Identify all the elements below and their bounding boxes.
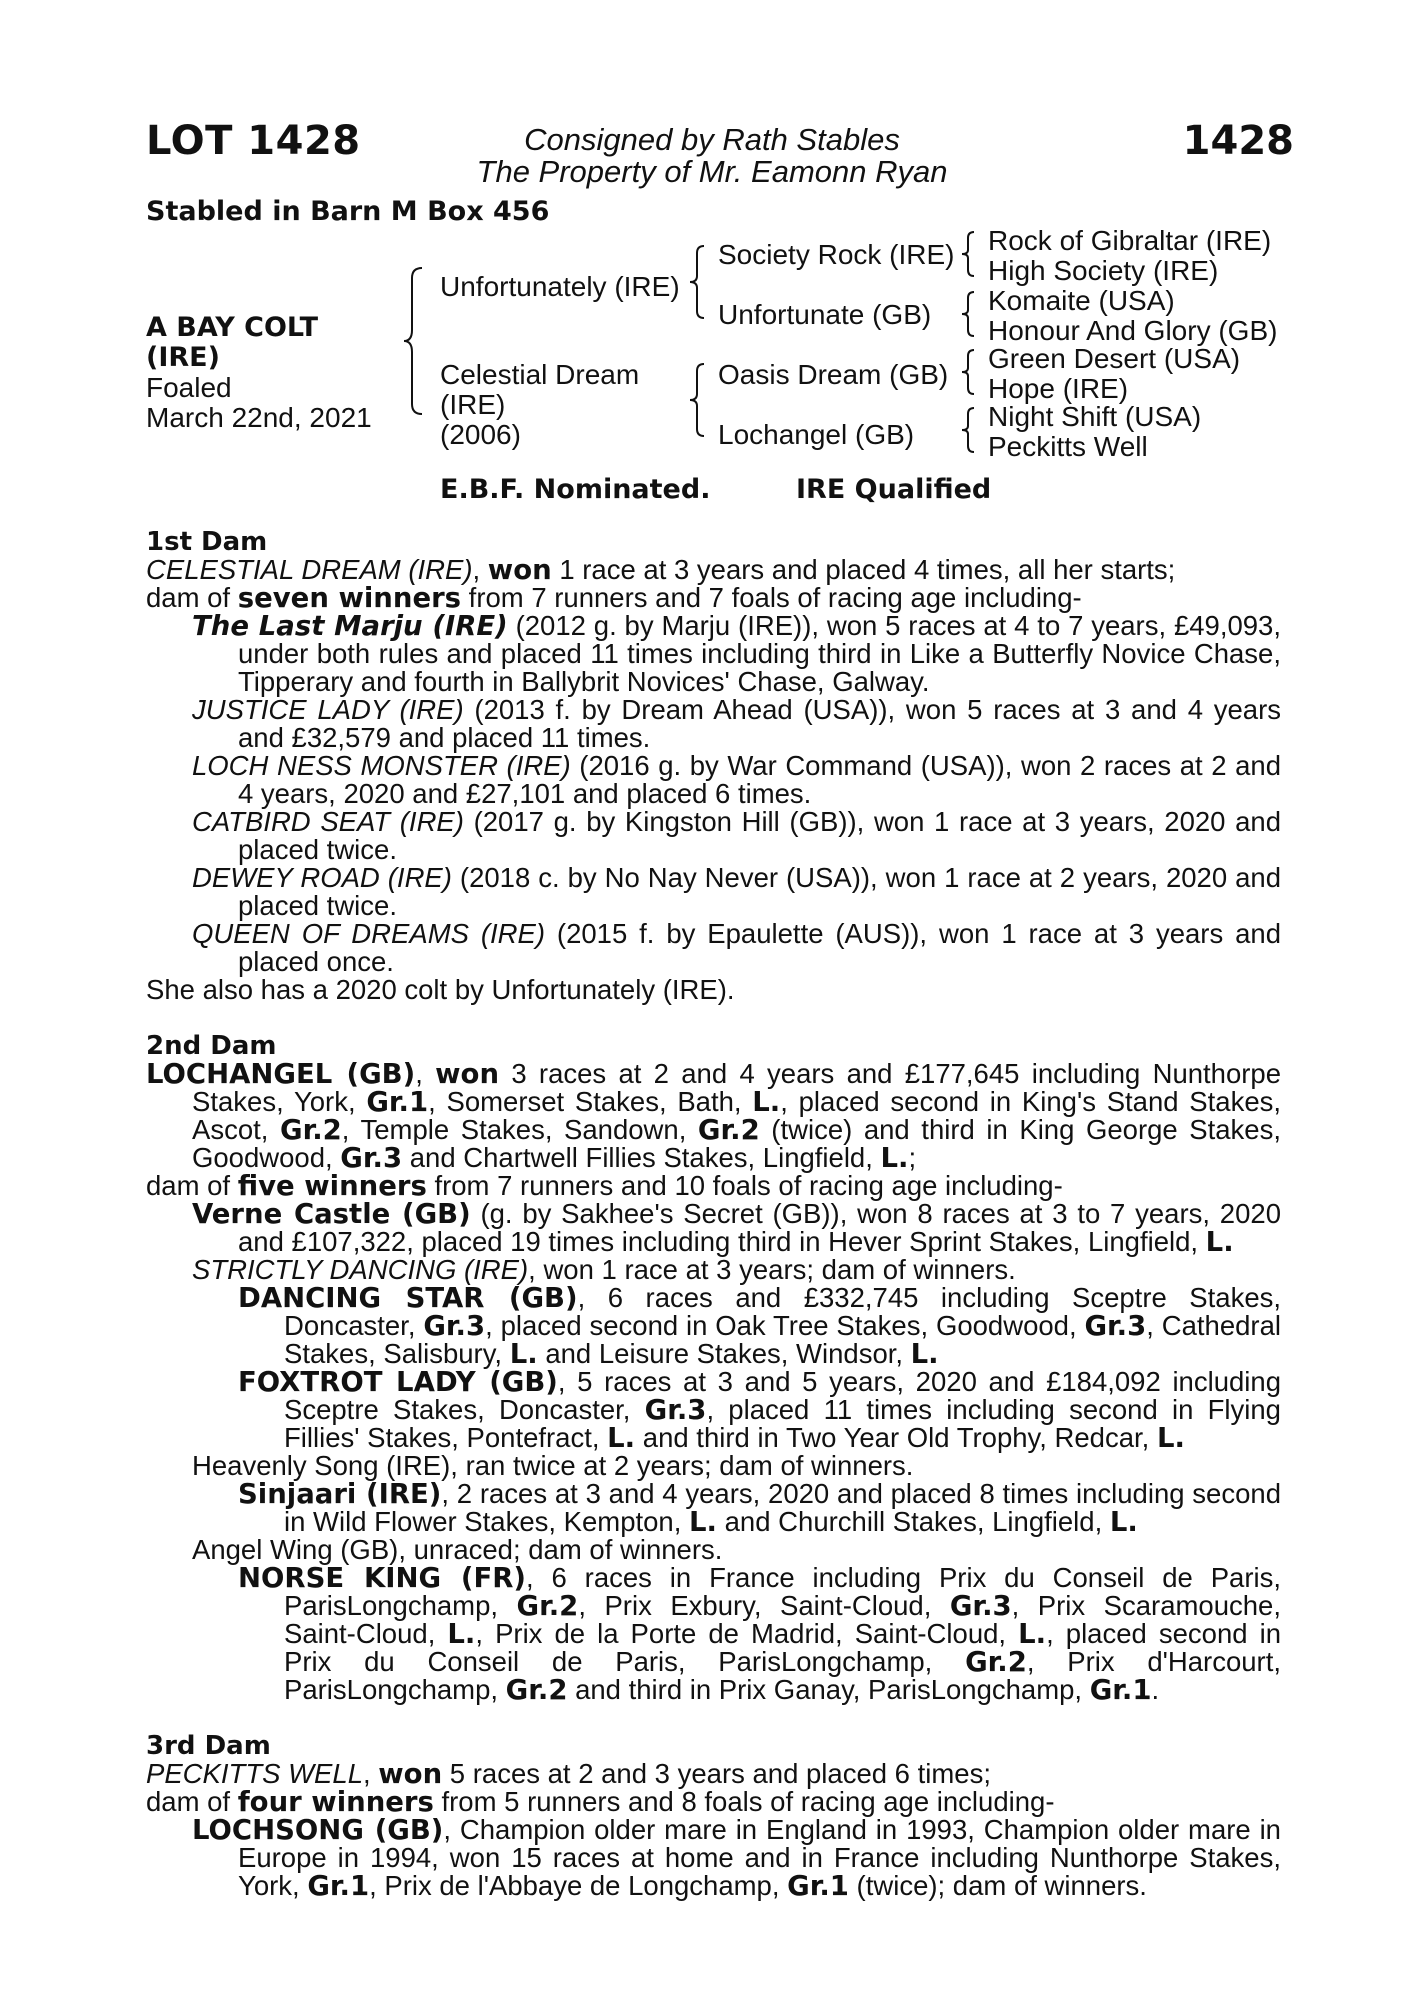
second-dam-winners-count: five winners: [237, 1170, 427, 1202]
first-dam-won: won: [487, 554, 552, 586]
pedigree-gg4: Honour And Glory (GB): [988, 315, 1278, 346]
text: .: [1151, 1674, 1160, 1705]
progeny-text: (2012 g. by Marju (IRE)), won 5 races at 4 to 7 years, £49,093, under both rules and placed 11 times including third in Like a Butterfly Novice Chase, Tipperary and fourth in Ballybrit Novices' Chase, Galway.: [238, 610, 1281, 697]
progeny-name: JUSTICE LADY (IRE): [192, 694, 464, 725]
third-dam-record: [146, 1760, 1281, 1788]
lot-number: 1428: [1182, 118, 1294, 164]
pedigree-sire-dam: Unfortunate (GB): [718, 299, 932, 330]
text: , 6 races in France including Prix du Conseil de Paris, ParisLongchamp,: [284, 1562, 1281, 1621]
pedigree-brace-dam: [688, 362, 708, 438]
progeny-name: Verne Castle (GB): [192, 1198, 471, 1230]
text: 5 races at 2 and 3 years and placed 6 times;: [442, 1758, 991, 1789]
listed-label: L.: [607, 1422, 636, 1454]
grade-label: Gr.3: [949, 1590, 1012, 1622]
text: , 2 races at 3 and 4 years, 2020 and placed 8 times including second in Wild Flower Stakes, Kempton,: [284, 1478, 1281, 1537]
progeny-entry: [146, 864, 1281, 920]
second-dam-name: LOCHANGEL (GB): [146, 1058, 416, 1090]
progeny-text: (2017 g. by Kingston Hill (GB)), won 1 race at 3 years, 2020 and placed twice.: [238, 806, 1281, 865]
text: , won 1 race at 3 years; dam of winners.: [528, 1254, 1016, 1285]
text: , 6 races and £332,745 including Sceptre Stakes, Doncaster,: [284, 1282, 1281, 1341]
text: and Chartwell Fillies Stakes, Lingfield,: [402, 1142, 881, 1173]
progeny-name: QUEEN OF DREAMS (IRE): [192, 918, 546, 949]
foaled-label: Foaled: [146, 372, 232, 403]
first-dam-damof-post: from 7 runners and 7 foals of racing age including-: [461, 582, 1082, 613]
consignor-line: Consigned by Rath Stables: [524, 122, 900, 157]
progeny-text: (2018 c. by No Nay Never (USA)), won 1 race at 2 years, 2020 and placed twice.: [238, 862, 1281, 921]
text: , Cathedral Stakes, Salisbury,: [284, 1310, 1281, 1369]
first-dam-record: 1 race at 3 years and placed 4 times, all her starts;: [551, 554, 1176, 585]
pedigree-brace-main: [402, 266, 426, 416]
progeny-entry: [146, 1816, 1281, 1900]
first-dam-produce: [146, 584, 1281, 612]
listed-label: L.: [752, 1086, 781, 1118]
pedigree-brace-sire: [688, 244, 708, 320]
text: from 7 runners and 10 foals of racing age including-: [426, 1170, 1063, 1201]
text: (twice) and third in King George Stakes, Goodwood,: [192, 1114, 1281, 1173]
won-label: won: [378, 1758, 443, 1790]
grade-label: Gr.1: [366, 1086, 429, 1118]
pedigree-brace-g4: [960, 406, 978, 454]
progeny-name: LOCH NESS MONSTER (IRE): [192, 750, 571, 781]
second-dam-record: [146, 1060, 1281, 1172]
listed-label: L.: [1205, 1226, 1234, 1258]
property-line: The Property of Mr. Eamonn Ryan: [476, 154, 948, 189]
progeny-entry: [146, 1200, 1281, 1256]
pedigree-dam-dam: Lochangel (GB): [718, 419, 915, 450]
text: , placed second in King's Stand Stakes, Ascot,: [192, 1086, 1281, 1145]
horse-name-line2: (IRE): [146, 342, 220, 373]
text: and Churchill Stakes, Lingfield,: [717, 1506, 1110, 1537]
text: , Champion older mare in England in 1993, Champion older mare in Europe in 1994, won 15 races at home and in France including Nunthorpe Stakes, York,: [238, 1814, 1281, 1901]
text: , placed 11 times including second in Flying Fillies' Stakes, Pontefract,: [284, 1394, 1281, 1453]
horse-name-line1: A BAY COLT: [146, 312, 319, 343]
text: and third in Two Year Old Trophy, Redcar,: [635, 1422, 1157, 1453]
third-dam-produce: [146, 1788, 1281, 1816]
pedigree-sire-sire: Society Rock (IRE): [718, 239, 955, 270]
progeny-entry: [146, 612, 1281, 696]
progeny-entry: Heavenly Song (IRE), ran twice at 2 years; dam of winners.: [192, 1450, 914, 1481]
grand-progeny-entry: [146, 1368, 1281, 1452]
third-dam-heading: 3rd Dam: [146, 1731, 271, 1761]
listed-label: L.: [509, 1338, 538, 1370]
first-dam-damof-pre: dam of: [146, 582, 238, 613]
text: dam of: [146, 1170, 238, 1201]
progeny-text: (2015 f. by Epaulette (AUS)), won 1 race at 3 years and placed once.: [238, 918, 1281, 977]
progeny-entry: [146, 696, 1281, 752]
dam-details: [146, 528, 1281, 1900]
progeny-text: (2016 g. by War Command (USA)), won 2 races at 2 and 4 years, 2020 and £27,101 and placed 6 times.: [238, 750, 1281, 809]
grade-label: Gr.1: [787, 1870, 849, 1902]
progeny-name: DANCING STAR (GB): [238, 1282, 578, 1314]
listed-label: L.: [910, 1338, 939, 1370]
pedigree-gg7: Night Shift (USA): [988, 401, 1202, 432]
grand-progeny-entry: [146, 1480, 1281, 1536]
text: from 5 runners and 8 foals of racing age including-: [433, 1786, 1055, 1817]
text: ;: [908, 1142, 917, 1173]
grade-label: Gr.3: [1084, 1310, 1147, 1342]
listed-label: L.: [880, 1142, 909, 1174]
grade-label: Gr.3: [644, 1394, 707, 1426]
pedigree-gg1: Rock of Gibraltar (IRE): [988, 225, 1272, 256]
text: and third in Prix Ganay, ParisLongchamp,: [567, 1674, 1090, 1705]
progeny-name: FOXTROT LADY (GB): [238, 1366, 558, 1398]
grade-label: Gr.2: [965, 1646, 1027, 1678]
text: (g. by Sakhee's Secret (GB)), won 8 races at 3 to 7 years, 2020 and £107,322, placed 19 times including third in Hever Sprint Stakes, Lingfield,: [238, 1198, 1281, 1257]
pedigree-dam-sire: Oasis Dream (GB): [718, 359, 949, 390]
ebf-nominated: E.B.F. Nominated.: [440, 474, 711, 505]
pedigree-gg2: High Society (IRE): [988, 255, 1219, 286]
progeny-name: STRICTLY DANCING (IRE): [192, 1254, 529, 1285]
first-dam-name: CELESTIAL DREAM (IRE): [146, 554, 473, 585]
won-label: won: [435, 1058, 500, 1090]
text: , Prix Exbury, Saint-Cloud,: [578, 1590, 950, 1621]
sep: ,: [415, 1058, 436, 1089]
sep: ,: [363, 1758, 379, 1789]
listed-label: L.: [1018, 1618, 1047, 1650]
grade-label: Gr.2: [280, 1114, 342, 1146]
text: (twice); dam of winners.: [848, 1870, 1147, 1901]
pedigree-gg3: Komaite (USA): [988, 285, 1175, 316]
second-dam-produce: [146, 1172, 1281, 1200]
ire-qualified: IRE Qualified: [796, 474, 992, 505]
progeny-name: The Last Marju (IRE): [192, 610, 508, 642]
text: and Leisure Stakes, Windsor,: [537, 1338, 911, 1369]
progeny-entry: [146, 920, 1281, 976]
progeny-entry: [146, 1256, 1281, 1284]
pedigree-dam-line2: (IRE): [440, 389, 506, 420]
text: , 5 races at 3 and 5 years, 2020 and £184,092 including Sceptre Stakes, Doncaster,: [284, 1366, 1281, 1425]
grade-label: Gr.1: [1089, 1674, 1152, 1706]
pedigree-dam: [440, 360, 639, 450]
first-dam-heading: 1st Dam: [146, 527, 268, 557]
listed-label: L.: [1109, 1506, 1138, 1538]
progeny-name: LOCHSONG (GB): [192, 1814, 444, 1846]
progeny-entry: [146, 808, 1281, 864]
horse-identity: [146, 313, 372, 433]
text: 3 races at 2 and 4 years and £177,645 including Nunthorpe Stakes, York,: [192, 1058, 1282, 1117]
listed-label: L.: [1156, 1422, 1185, 1454]
progeny-text: (2013 f. by Dream Ahead (USA)), won 5 races at 3 and 4 years and £32,579 and placed 11 times.: [238, 694, 1282, 753]
grand-progeny-entry: [146, 1564, 1281, 1704]
text: , Somerset Stakes, Bath,: [428, 1086, 753, 1117]
text: , placed second in Prix du Conseil de Paris, ParisLongchamp,: [284, 1618, 1281, 1677]
text: dam of: [146, 1786, 238, 1817]
pedigree-sire: Unfortunately (IRE): [440, 271, 680, 302]
pedigree-brace-g2: [960, 290, 978, 338]
progeny-name: Sinjaari (IRE): [238, 1478, 442, 1510]
text: , Prix de l'Abbaye de Longchamp,: [369, 1870, 788, 1901]
first-dam-winners-count: seven winners: [237, 582, 462, 614]
listed-label: L.: [689, 1506, 717, 1538]
grade-label: Gr.2: [516, 1590, 579, 1622]
pedigree-brace-g3: [960, 348, 978, 396]
stabled-line: Stabled in Barn M Box 456: [146, 196, 550, 227]
grade-label: Gr.2: [697, 1114, 760, 1146]
third-dam-winners-count: four winners: [237, 1786, 434, 1818]
progeny-entry: [146, 752, 1281, 808]
text: , Temple Stakes, Sandown,: [341, 1114, 698, 1145]
grade-label: Gr.2: [505, 1674, 568, 1706]
grand-progeny-entry: [146, 1284, 1281, 1368]
second-dam-heading: 2nd Dam: [146, 1031, 277, 1061]
first-dam-closing: She also has a 2020 colt by Unfortunately (IRE).: [146, 974, 735, 1005]
pedigree-dam-line1: Celestial Dream: [440, 359, 640, 390]
text: , Prix Scaramouche, Saint-Cloud,: [284, 1590, 1281, 1649]
lot-label: LOT 1428: [146, 118, 361, 164]
progeny-name: NORSE KING (FR): [238, 1562, 526, 1594]
pedigree-gg6: Hope (IRE): [988, 373, 1129, 404]
foaled-date: March 22nd, 2021: [146, 402, 372, 433]
text: , Prix d'Harcourt, ParisLongchamp,: [284, 1646, 1281, 1705]
pedigree-brace-g1: [960, 230, 978, 278]
first-dam-intro: CELESTIAL DREAM (IRE), won 1 race at 3 years and placed 4 times, all her starts;: [146, 554, 1176, 586]
progeny-name: DEWEY ROAD (IRE): [192, 862, 452, 893]
grade-label: Gr.3: [423, 1310, 486, 1342]
text: , placed second in Oak Tree Stakes, Goodwood,: [485, 1310, 1085, 1341]
grade-label: Gr.3: [340, 1142, 403, 1174]
listed-label: L.: [447, 1618, 476, 1650]
pedigree-dam-line3: (2006): [440, 419, 521, 450]
pedigree-gg5: Green Desert (USA): [988, 343, 1241, 374]
text: , Prix de la Porte de Madrid, Saint-Cloud,: [475, 1618, 1019, 1649]
progeny-entry: Angel Wing (GB), unraced; dam of winners.: [192, 1534, 723, 1565]
grade-label: Gr.1: [307, 1870, 370, 1902]
pedigree-gg8: Peckitts Well: [988, 431, 1148, 462]
progeny-name: CATBIRD SEAT (IRE): [192, 806, 464, 837]
third-dam-name: PECKITTS WELL: [146, 1758, 363, 1789]
